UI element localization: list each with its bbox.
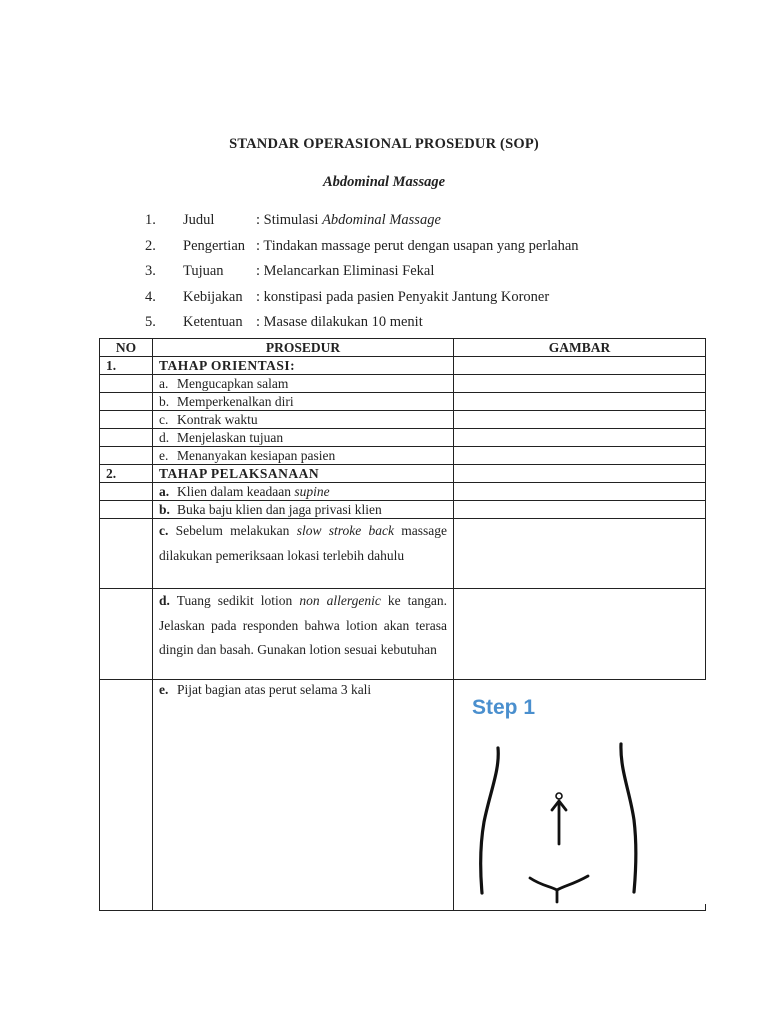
step-letter: b.	[159, 394, 170, 409]
info-value-text: Masase dilakukan 10 menit	[263, 314, 423, 330]
table-row	[100, 429, 706, 447]
step-item	[153, 375, 454, 393]
info-label: Judul	[183, 212, 215, 228]
info-value-text: Melancarkan Eliminasi Fekal	[263, 263, 435, 279]
step-item	[153, 429, 454, 447]
left-waist-line	[481, 748, 499, 893]
table-row	[100, 483, 706, 501]
step-text: Memperkenalkan diri	[177, 394, 294, 409]
section-number: 2.	[100, 465, 153, 483]
table-row	[100, 519, 706, 589]
info-value-italic: Abdominal Massage	[322, 212, 441, 228]
section-number: 1.	[100, 357, 153, 375]
image-cell-empty	[454, 357, 706, 375]
info-number: 4.	[145, 289, 156, 305]
step-text: Klien dalam keadaan	[177, 484, 295, 499]
table-row	[100, 589, 706, 680]
table-row	[100, 393, 706, 411]
info-label: Pengertian	[183, 238, 246, 254]
step-text: Menjelaskan tujuan	[177, 430, 284, 445]
info-row-ketentuan	[0, 314, 768, 334]
info-label: Tujuan	[183, 263, 224, 279]
step-text: massage dilakukan pemeriksaan lokasi terlebih dahulu	[159, 523, 447, 563]
navel-icon	[556, 793, 562, 799]
info-value-text: Tindakan massage perut dengan usapan yang perlahan	[263, 238, 579, 254]
document-subtitle: Abdominal Massage	[322, 174, 446, 190]
step-item	[153, 411, 454, 429]
table-row	[100, 375, 706, 393]
step-item	[153, 483, 454, 501]
step-letter: c.	[159, 412, 169, 427]
step-item	[153, 519, 454, 589]
info-value	[256, 314, 423, 331]
info-value	[256, 238, 579, 255]
step-text: Sebelum melakukan	[175, 523, 297, 538]
step-letter: d.	[159, 593, 170, 608]
step-item	[153, 589, 454, 680]
info-value	[256, 289, 549, 306]
step-item	[153, 393, 454, 411]
step-text: Menanyakan kesiapan pasien	[177, 448, 336, 463]
step-text: Buka baju klien dan jaga privasi klien	[177, 502, 382, 517]
step-text: Pijat bagian atas perut selama 3 kali	[177, 682, 372, 697]
step-item	[153, 680, 454, 911]
step-letter: e.	[159, 448, 169, 463]
table-row	[100, 680, 706, 911]
table-row	[100, 411, 706, 429]
section-row-orientasi	[100, 357, 706, 375]
info-row-tujuan	[0, 263, 768, 283]
info-separator: :	[256, 238, 264, 254]
info-row-judul	[0, 212, 768, 232]
step-letter: c.	[159, 523, 169, 538]
section-title: TAHAP PELAKSANAAN	[153, 465, 454, 483]
header-prosedur: PROSEDUR	[153, 339, 454, 357]
step-text-italic: supine	[294, 484, 330, 499]
info-separator: :	[256, 263, 264, 279]
step-letter: a.	[159, 484, 170, 499]
table-row	[100, 447, 706, 465]
step-letter: e.	[159, 682, 169, 697]
table-header-row	[100, 339, 706, 357]
info-value	[256, 212, 441, 229]
procedure-table	[99, 338, 706, 911]
step-caption: Step 1	[472, 696, 536, 719]
info-number: 2.	[145, 238, 156, 254]
info-number: 1.	[145, 212, 156, 228]
info-label: Kebijakan	[183, 289, 243, 305]
step-text: Kontrak waktu	[177, 412, 258, 427]
step-1-illustration	[464, 680, 708, 904]
right-waist-line	[621, 744, 636, 892]
section-row-pelaksanaan	[100, 465, 706, 483]
info-separator: :	[256, 289, 264, 305]
abdomen-diagram	[464, 680, 708, 904]
step-letter: d.	[159, 430, 170, 445]
section-title: TAHAP ORIENTASI:	[153, 357, 454, 375]
step-item	[153, 501, 454, 519]
step-text: Mengucapkan salam	[177, 376, 289, 391]
info-separator: :	[256, 314, 264, 330]
info-value	[256, 263, 434, 280]
info-number: 3.	[145, 263, 156, 279]
step-text: ke tangan. Jelaskan pada responden bahwa lotion akan terasa dingin dan basah. Gunakan lotion sesuai kebutuhan	[159, 593, 447, 657]
info-value-text: Stimulasi	[263, 212, 323, 228]
image-cell	[454, 680, 706, 911]
info-row-pengertian	[0, 238, 768, 258]
step-item	[153, 447, 454, 465]
info-number: 5.	[145, 314, 156, 330]
header-gambar: GAMBAR	[454, 339, 706, 357]
step-letter: b.	[159, 502, 170, 517]
step-letter: a.	[159, 376, 169, 391]
step-text-italic: non allergenic	[299, 593, 381, 608]
step-text-italic: slow stroke back	[296, 523, 394, 538]
info-row-kebijakan	[0, 289, 768, 309]
header-no: NO	[100, 339, 153, 357]
step-text: Tuang sedikit lotion	[176, 593, 300, 608]
table-row	[100, 501, 706, 519]
pelvis-line	[530, 876, 588, 890]
info-separator: :	[256, 212, 264, 228]
info-list	[0, 0, 768, 340]
info-value-text: konstipasi pada pasien Penyakit Jantung Koroner	[263, 289, 550, 305]
info-label: Ketentuan	[183, 314, 243, 330]
document-title: STANDAR OPERASIONAL PROSEDUR (SOP)	[229, 136, 539, 152]
